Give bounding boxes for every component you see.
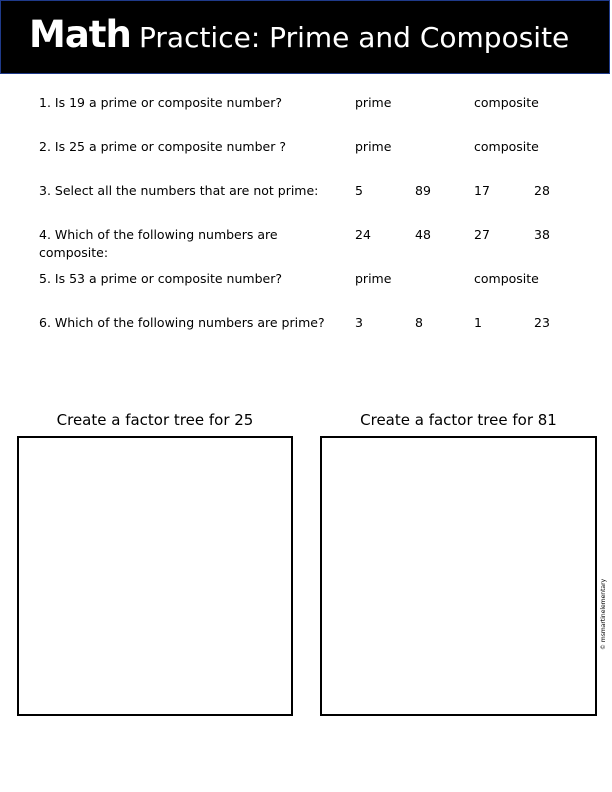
question-3: 3. Select all the numbers that are not prime: — [39, 183, 319, 198]
copyright-notice: © msmartinelementary — [600, 578, 607, 650]
factor-tree-box-81[interactable] — [320, 436, 597, 716]
q2-option-prime[interactable]: prime — [355, 139, 392, 154]
question-5: 5. Is 53 a prime or composite number? — [39, 271, 282, 286]
q6-option-8[interactable]: 8 — [415, 315, 423, 330]
q3-option-5[interactable]: 5 — [355, 183, 363, 198]
q4-option-48[interactable]: 48 — [415, 227, 431, 242]
q3-option-17[interactable]: 17 — [474, 183, 490, 198]
question-1: 1. Is 19 a prime or composite number? — [39, 95, 282, 110]
question-2: 2. Is 25 a prime or composite number ? — [39, 139, 286, 154]
q4-option-24[interactable]: 24 — [355, 227, 371, 242]
question-6: 6. Which of the following numbers are prime? — [39, 315, 325, 330]
q6-option-1[interactable]: 1 — [474, 315, 482, 330]
q2-option-composite[interactable]: composite — [474, 139, 539, 154]
title-math: Math — [29, 13, 131, 56]
q1-option-prime[interactable]: prime — [355, 95, 392, 110]
q6-option-23[interactable]: 23 — [534, 315, 550, 330]
factor-tree-box-25[interactable] — [17, 436, 293, 716]
question-4: 4. Which of the following numbers are composite: — [39, 227, 278, 260]
title-subtitle: Practice: Prime and Composite — [139, 21, 570, 54]
q5-option-composite[interactable]: composite — [474, 271, 539, 286]
q6-option-3[interactable]: 3 — [355, 315, 363, 330]
q1-option-composite[interactable]: composite — [474, 95, 539, 110]
q3-option-28[interactable]: 28 — [534, 183, 550, 198]
q5-option-prime[interactable]: prime — [355, 271, 392, 286]
title-banner — [0, 0, 610, 74]
q4-option-27[interactable]: 27 — [474, 227, 490, 242]
q4-option-38[interactable]: 38 — [534, 227, 550, 242]
factor-tree-label-81: Create a factor tree for 81 — [360, 411, 557, 429]
q3-option-89[interactable]: 89 — [415, 183, 431, 198]
factor-tree-label-25: Create a factor tree for 25 — [56, 411, 254, 429]
